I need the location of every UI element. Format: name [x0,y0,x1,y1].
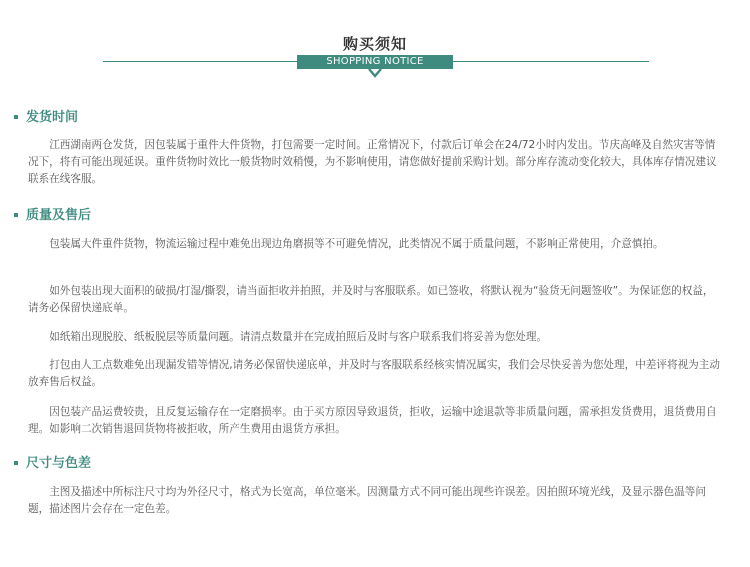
paragraph-quality-2: 如外包装出现大面积的破损/打湿/撕裂，请当面拒收并拍照，并及时与客服联系。如已签收，将默认视为“验货无问题签收”。为保证您的权益，请务必保留快递底单。 [28,285,714,314]
section-title-text: 尺寸与色差 [26,456,92,471]
section-title-shipping-time [14,109,78,127]
chevron-down-icon [367,68,383,78]
paragraph-quality-5: 因包装产品运费较贵，且反复运输存在一定磨损率。由于买方原因导致退货，拒收，运输中途退款等非质量问题，需承担发货费用，退货费用自理。如影响二次销售退回货物将被拒收，所产生费用由退货方承担。 [28,406,717,435]
bullet-icon [14,461,18,465]
notice-header [0,0,750,90]
bullet-icon [14,213,18,217]
bullet-icon [14,115,18,119]
shopping-notice-banner: SHOPPING NOTICE [297,55,453,69]
page-title: 购买须知 [342,35,407,53]
section-title-text: 发货时间 [26,110,79,125]
paragraph-quality-1: 包装属大件重件货物，物流运输过程中难免出现边角磨损等不可避免情况，此类情况不属于质量问题，不影响正常使用，介意慎拍。 [49,238,664,250]
section-title-text: 质量及售后 [26,208,92,223]
paragraph-size-color: 主图及描述中所标注尺寸均为外径尺寸，格式为长宽高，单位毫米。因测量方式不同可能出现些许误差。因拍照环境光线，及显示器色温等问题，描述图片会存在一定色差。 [28,486,706,515]
paragraph-quality-4: 打包由人工点数难免出现漏发错等情况,请务必保留快递底单，并及时与客服联系经核实情况属实，我们会尽快妥善为您处理，中差评将视为主动放弃售后权益。 [28,359,720,388]
section-title-size-color [14,455,91,473]
paragraph-shipping-time: 江西湖南两仓发货，因包装属于重件大件货物，打包需要一定时间。正常情况下，付款后订单会在24/72小时内发出。节庆高峰及自然灾害等情况下，将有可能出现延误。重件货物时效比一般货物时效稍慢，为不影响使用，请您做好提前采购计划。部分库存流动变化较大，具体库存情况建议联系在线客服。 [28,139,717,185]
paragraph-quality-3: 如纸箱出现脱胶、纸板脱层等质量问题。请清点数量并在完成拍照后及时与客户联系我们将妥善为您处理。 [49,331,548,343]
section-title-quality-after-sales [14,207,91,225]
